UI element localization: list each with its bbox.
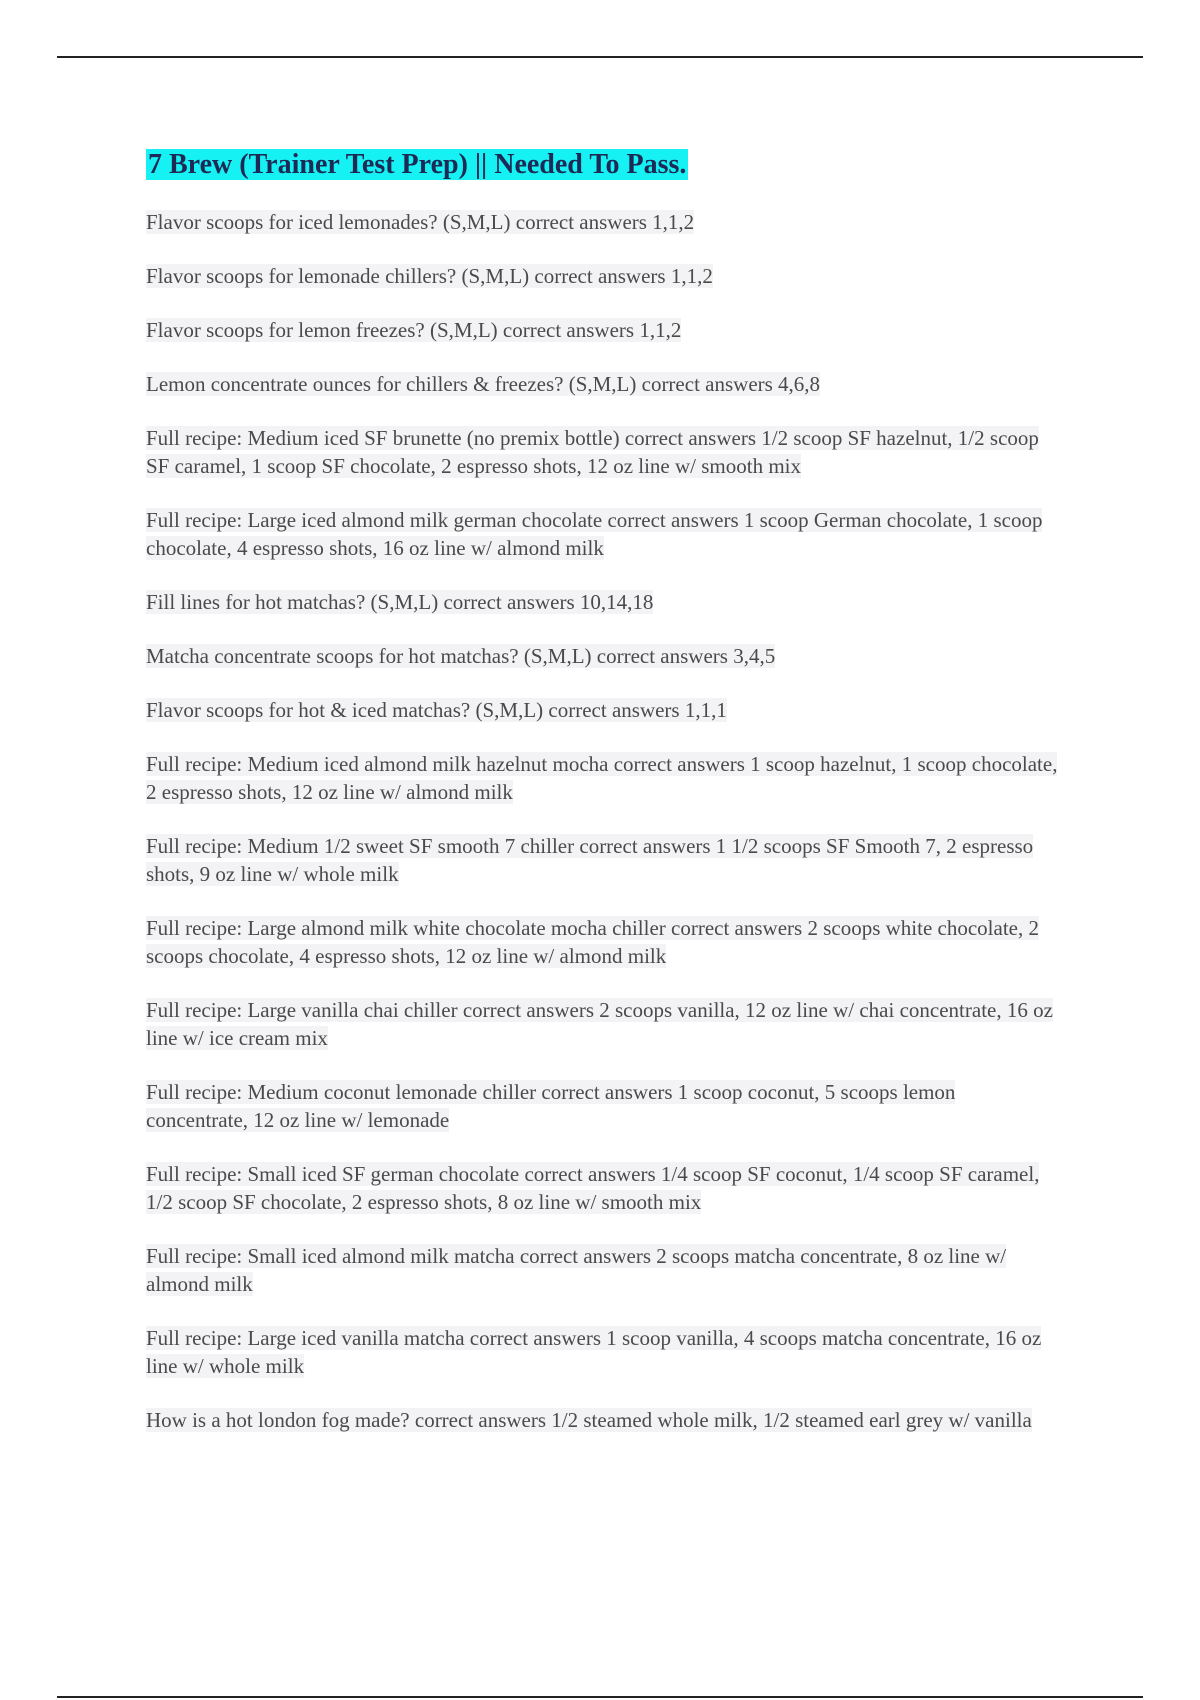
qa-item xyxy=(146,208,1061,236)
document-body xyxy=(146,146,1061,1460)
header-rule xyxy=(57,56,1143,58)
qa-item xyxy=(146,1078,1061,1134)
qa-item xyxy=(146,262,1061,290)
qa-text: Full recipe: Small iced SF german chocolate correct answers 1/4 scoop SF coconut, 1/4 scoop SF caramel, 1/2 scoop SF chocolate, 2 espresso shots, 8 oz line w/ smooth mix xyxy=(146,1162,1040,1214)
qa-text: Full recipe: Medium iced SF brunette (no premix bottle) correct answers 1/2 scoop SF hazelnut, 1/2 scoop SF caramel, 1 scoop SF chocolate, 2 espresso shots, 12 oz line w/ smooth mix xyxy=(146,426,1039,478)
qa-item xyxy=(146,424,1061,480)
qa-text: Fill lines for hot matchas? (S,M,L) correct answers 10,14,18 xyxy=(146,590,654,614)
qa-text: Flavor scoops for iced lemonades? (S,M,L) correct answers 1,1,2 xyxy=(146,210,695,234)
qa-text: Full recipe: Large iced almond milk german chocolate correct answers 1 scoop German chocolate, 1 scoop chocolate, 4 espresso shots, 16 oz line w/ almond milk xyxy=(146,508,1043,560)
qa-item xyxy=(146,832,1061,888)
qa-text: Full recipe: Small iced almond milk matcha correct answers 2 scoops matcha concentrate, 8 oz line w/ almond milk xyxy=(146,1244,1007,1296)
footer-rule xyxy=(57,1696,1143,1698)
qa-text: Matcha concentrate scoops for hot matchas? (S,M,L) correct answers 3,4,5 xyxy=(146,644,776,668)
qa-text: Full recipe: Large vanilla chai chiller correct answers 2 scoops vanilla, 12 oz line w/ chai concentrate, 16 oz line w/ ice cream mix xyxy=(146,998,1053,1050)
qa-item xyxy=(146,696,1061,724)
qa-item xyxy=(146,1406,1061,1434)
qa-text: Lemon concentrate ounces for chillers & freezes? (S,M,L) correct answers 4,6,8 xyxy=(146,372,821,396)
qa-item xyxy=(146,316,1061,344)
document-title xyxy=(146,146,1061,184)
qa-text: Full recipe: Large iced vanilla matcha correct answers 1 scoop vanilla, 4 scoops matcha concentrate, 16 oz line w/ whole milk xyxy=(146,1326,1042,1378)
qa-text: Flavor scoops for lemonade chillers? (S,M,L) correct answers 1,1,2 xyxy=(146,264,713,288)
qa-text: Flavor scoops for hot & iced matchas? (S,M,L) correct answers 1,1,1 xyxy=(146,698,727,722)
qa-item xyxy=(146,1242,1061,1298)
qa-item xyxy=(146,914,1061,970)
qa-text: Full recipe: Medium 1/2 sweet SF smooth 7 chiller correct answers 1 1/2 scoops SF Smooth 7, 2 espresso shots, 9 oz line w/ whole milk xyxy=(146,834,1034,886)
qa-item xyxy=(146,1160,1061,1216)
qa-item xyxy=(146,588,1061,616)
qa-item xyxy=(146,750,1061,806)
qa-text: Flavor scoops for lemon freezes? (S,M,L) correct answers 1,1,2 xyxy=(146,318,682,342)
document-title-text: 7 Brew (Trainer Test Prep) || Needed To Pass. xyxy=(148,149,687,180)
qa-item xyxy=(146,996,1061,1052)
qa-text: Full recipe: Large almond milk white chocolate mocha chiller correct answers 2 scoops white chocolate, 2 scoops chocolate, 4 espresso shots, 12 oz line w/ almond milk xyxy=(146,916,1039,968)
qa-text: Full recipe: Medium coconut lemonade chiller correct answers 1 scoop coconut, 5 scoops lemon concentrate, 12 oz line w/ lemonade xyxy=(146,1080,956,1132)
qa-item xyxy=(146,1324,1061,1380)
qa-item xyxy=(146,506,1061,562)
qa-text: Full recipe: Medium iced almond milk hazelnut mocha correct answers 1 scoop hazelnut, 1 scoop chocolate, 2 espresso shots, 12 oz line w/ almond milk xyxy=(146,752,1058,804)
qa-text: How is a hot london fog made? correct answers 1/2 steamed whole milk, 1/2 steamed earl grey w/ vanilla xyxy=(146,1408,1032,1432)
qa-item xyxy=(146,370,1061,398)
qa-item xyxy=(146,642,1061,670)
qa-list xyxy=(146,208,1061,1434)
